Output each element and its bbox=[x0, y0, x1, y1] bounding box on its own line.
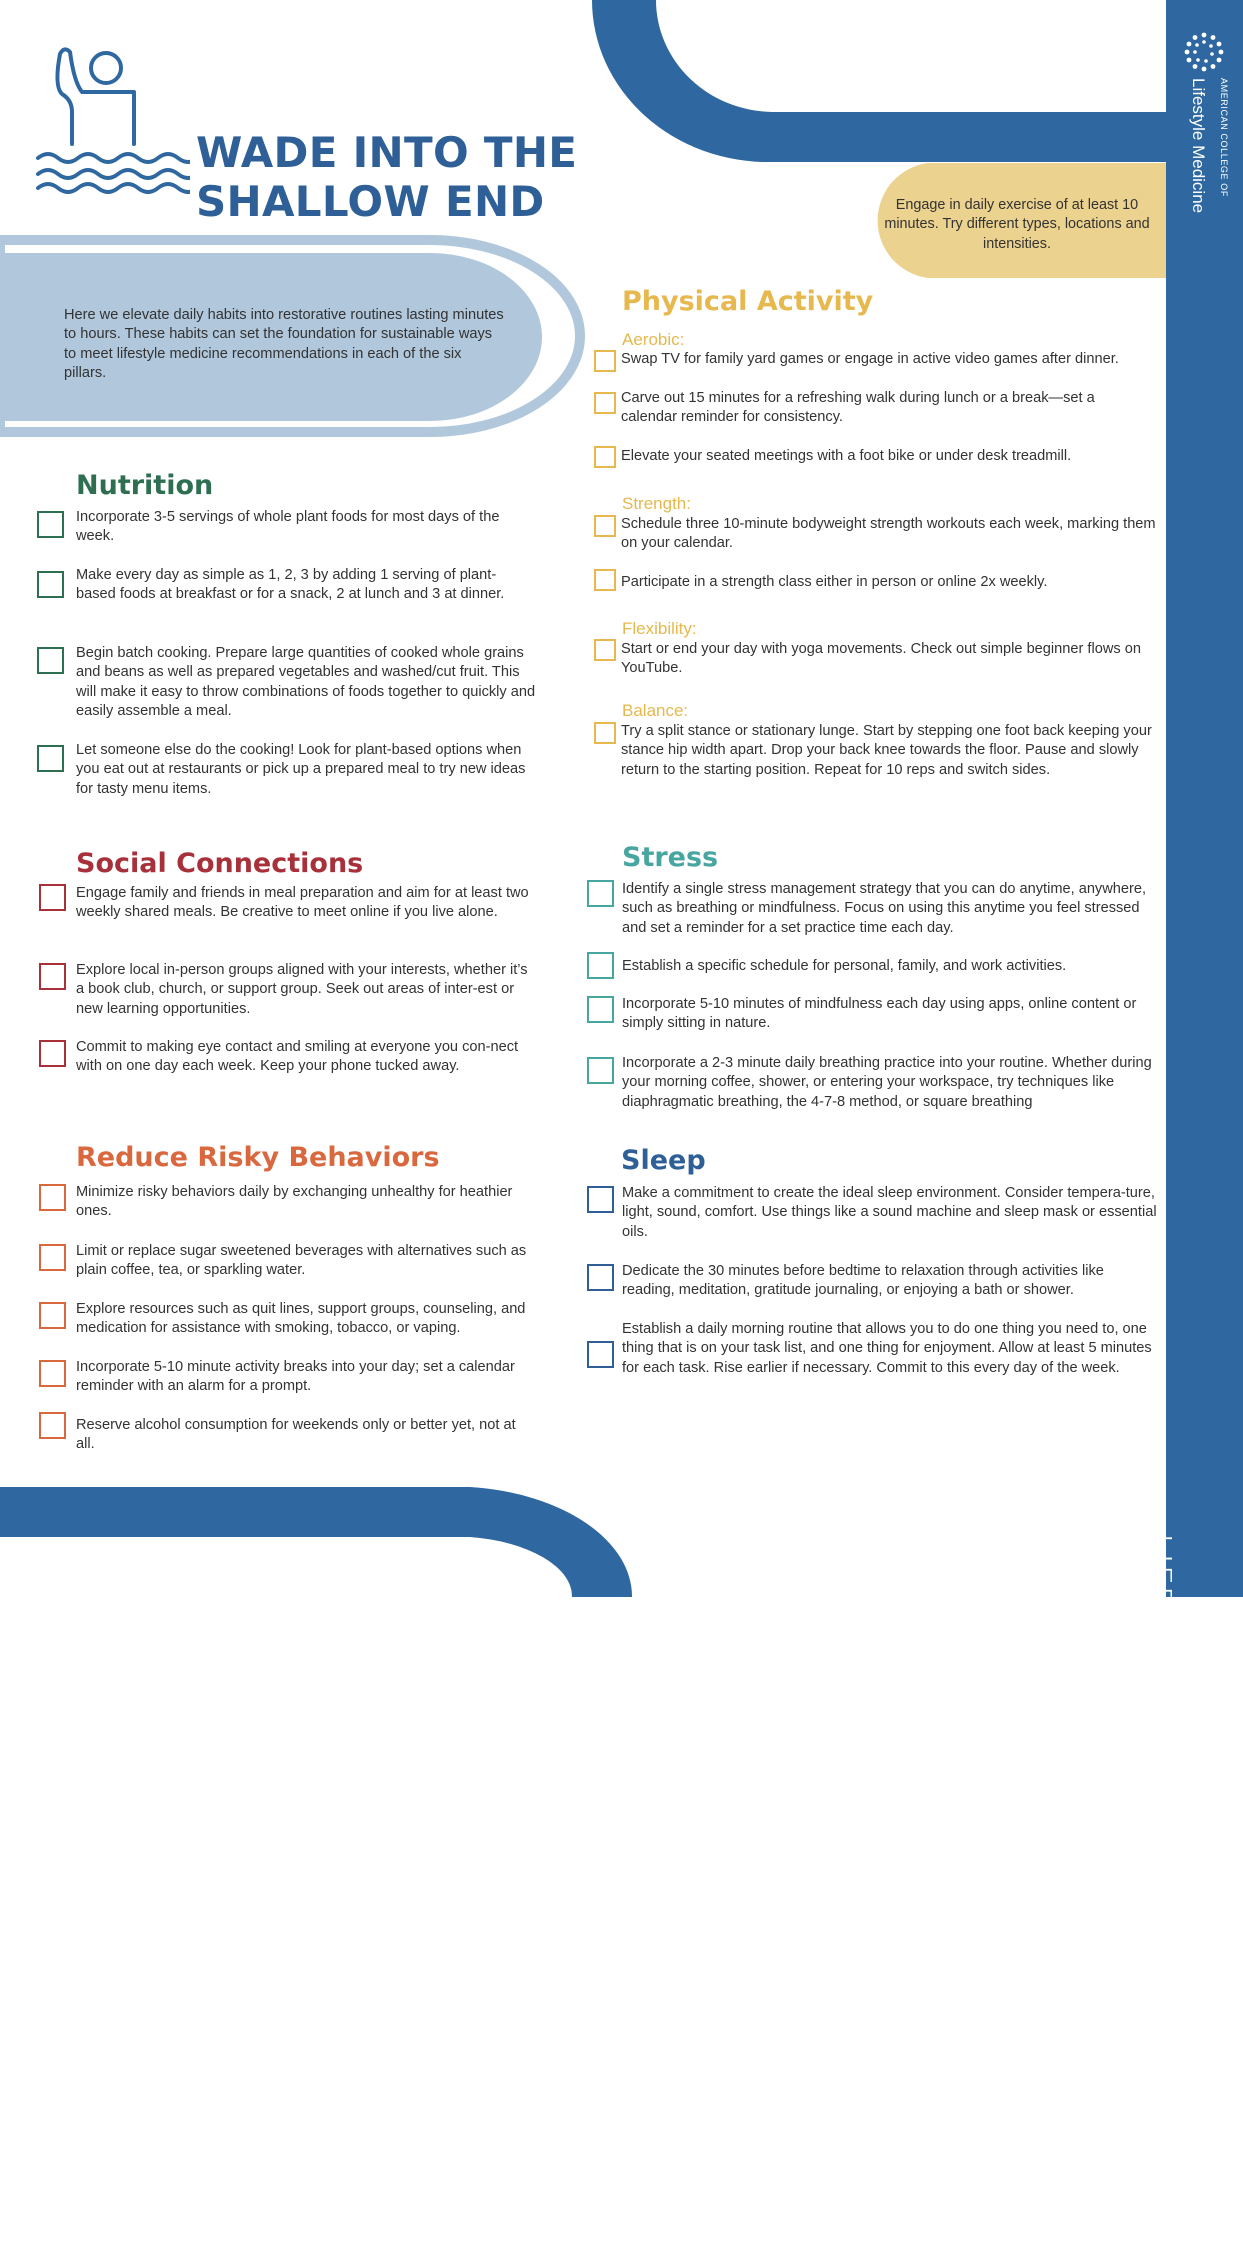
risky-item-4: Incorporate 5-10 minute activity breaks into your day; set a calendar reminder with an alarm for a prompt. bbox=[76, 1359, 515, 1395]
social-checkbox-1[interactable] bbox=[39, 884, 66, 911]
risky-checkbox-4[interactable] bbox=[39, 1360, 66, 1387]
risky-item-3: Explore resources such as quit lines, support groups, counseling, and medication for assistance with smoking, tobacco, or vaping. bbox=[76, 1301, 526, 1337]
title-line-1: WADE INTO THE bbox=[196, 128, 578, 178]
stress-item-3: Incorporate 5-10 minutes of mindfulness each day using apps, online content or simply sitting in nature. bbox=[622, 996, 1137, 1032]
social-item-2: Explore local in-person groups aligned with your interests, whether it’s a book club, church, or support group. Seek out areas of inter-est or new learning opportunities. bbox=[76, 962, 528, 1017]
risky-item-2: Limit or replace sugar sweetened beverages with alternatives such as plain coffee, tea, or sparkling water. bbox=[76, 1243, 527, 1279]
nutrition-checkbox-4[interactable] bbox=[37, 745, 64, 772]
risky-checkbox-2[interactable] bbox=[39, 1244, 66, 1271]
strength-checkbox-1[interactable] bbox=[594, 515, 616, 537]
sleep-checkbox-2[interactable] bbox=[587, 1264, 614, 1291]
aerobic-checkbox-3[interactable] bbox=[594, 446, 616, 468]
nutrition-heading: Nutrition bbox=[76, 470, 214, 501]
physical-heading: Physical Activity bbox=[622, 286, 874, 317]
brand-name: Lifestyle Medicine bbox=[1189, 78, 1208, 214]
nutrition-item-1: Incorporate 3-5 servings of whole plant foods for most days of the week. bbox=[76, 509, 500, 545]
risky-heading: Reduce Risky Behaviors bbox=[76, 1142, 440, 1173]
stress-item-1: Identify a single stress management strategy that you can do anytime, anywhere, such as breathing or mindfulness. Focus on using this anytime you feel stressed and set a reminder for a set practice time each day. bbox=[622, 881, 1147, 936]
risky-item-5: Reserve alcohol consumption for weekends only or better yet, not at all. bbox=[76, 1417, 516, 1453]
stress-checkbox-1[interactable] bbox=[587, 880, 614, 907]
flexibility-checkbox-1[interactable] bbox=[594, 639, 616, 661]
stress-item-2: Establish a specific schedule for personal, family, and work activities. bbox=[622, 958, 1067, 974]
sleep-checkbox-1[interactable] bbox=[587, 1186, 614, 1213]
aerobic-checkbox-1[interactable] bbox=[594, 350, 616, 372]
side-title: LIFESTYL E MEDICINE FOR CANCER bbox=[1137, 1533, 1178, 2173]
aerobic-item-1: Swap TV for family yard games or engage in active video games after dinner. bbox=[621, 351, 1119, 367]
balance-item-1: Try a split stance or stationary lunge. Start by stepping one foot back keeping your stance hip width apart. Drop your back knee towards the floor. Pause and slowly return to the starting position. Repeat for 10 reps and switch sides. bbox=[621, 723, 1152, 778]
balance-label: Balance: bbox=[622, 701, 689, 720]
title-line-2: SHALLOW END bbox=[196, 177, 545, 227]
aerobic-label: Aerobic: bbox=[622, 330, 685, 349]
dotted-circle-logo-icon bbox=[1184, 32, 1224, 72]
sleep-checkbox-3[interactable] bbox=[587, 1341, 614, 1368]
stress-checkbox-2[interactable] bbox=[587, 952, 614, 979]
social-heading: Social Connections bbox=[76, 848, 364, 879]
nutrition-checkbox-2[interactable] bbox=[37, 571, 64, 598]
aerobic-checkbox-2[interactable] bbox=[594, 392, 616, 414]
exercise-callout: Engage in daily exercise of at least 10 minutes. Try different types, locations and intensities. bbox=[884, 197, 1150, 252]
swimmer-waving-icon bbox=[34, 42, 190, 194]
strength-item-2: Participate in a strength class either in person or online 2x weekly. bbox=[621, 574, 1048, 590]
intro-text: Here we elevate daily habits into restorative routines lasting minutes to hours. These habits can set the foundation for sustainable ways to meet lifestyle medicine recommendations in each of the six pillars. bbox=[64, 307, 504, 382]
balance-checkbox-1[interactable] bbox=[594, 722, 616, 744]
social-item-3: Commit to making eye contact and smiling at everyone you con-nect with on one day each week. Keep your phone tucked away. bbox=[76, 1039, 519, 1075]
brand-organization: AMERICAN COLLEGE OF bbox=[1219, 78, 1229, 197]
sleep-item-2: Dedicate the 30 minutes before bedtime to relaxation through activities like reading, meditation, gratitude journaling, or enjoying a bath or shower. bbox=[622, 1263, 1104, 1299]
strength-item-1: Schedule three 10-minute bodyweight strength workouts each week, marking them on your calendar. bbox=[621, 516, 1156, 552]
strength-label: Strength: bbox=[622, 494, 691, 513]
risky-checkbox-5[interactable] bbox=[39, 1412, 66, 1439]
stress-checkbox-4[interactable] bbox=[587, 1057, 614, 1084]
aerobic-item-3: Elevate your seated meetings with a foot bike or under desk treadmill. bbox=[621, 448, 1072, 464]
risky-checkbox-1[interactable] bbox=[39, 1184, 66, 1211]
risky-item-1: Minimize risky behaviors daily by exchanging unhealthy for heathier ones. bbox=[76, 1184, 513, 1220]
stress-item-4: Incorporate a 2-3 minute daily breathing practice into your routine. Whether during your morning coffee, shower, or entering your workspace, try techniques like diaphragmatic breathing, the 4-7-8 method, or square breathing bbox=[622, 1055, 1152, 1110]
nutrition-checkbox-3[interactable] bbox=[37, 647, 64, 674]
flexibility-item-1: Start or end your day with yoga movements. Check out simple beginner flows on YouTube. bbox=[621, 641, 1141, 677]
sleep-item-3: Establish a daily morning routine that allows you to do one thing you need to, one thing that is on your task list, and one thing for enjoyment. Allow at least 5 minutes for each task. Rise earlier if necessary. Commit to this every day of the week. bbox=[622, 1321, 1152, 1376]
strength-checkbox-2[interactable] bbox=[594, 569, 616, 591]
stress-checkbox-3[interactable] bbox=[587, 996, 614, 1023]
risky-checkbox-3[interactable] bbox=[39, 1302, 66, 1329]
nutrition-checkbox-1[interactable] bbox=[37, 511, 64, 538]
flexibility-label: Flexibility: bbox=[622, 619, 697, 638]
nutrition-item-2: Make every day as simple as 1, 2, 3 by adding 1 serving of plant-based foods at breakfast or for a snack, 2 at lunch and 3 at dinner. bbox=[76, 567, 505, 603]
sleep-item-1: Make a commitment to create the ideal sleep environment. Consider tempera-ture, light, sound, comfort. Use things like a sound machine and sleep mask or essential oils. bbox=[622, 1185, 1157, 1240]
page-title bbox=[196, 128, 577, 226]
social-checkbox-2[interactable] bbox=[39, 963, 66, 990]
social-item-1: Engage family and friends in meal preparation and aim for at least two weekly shared meals. Be creative to meet online if you live alone. bbox=[76, 885, 529, 921]
sleep-heading: Sleep bbox=[621, 1145, 706, 1176]
aerobic-item-2: Carve out 15 minutes for a refreshing walk during lunch or a break—set a calendar reminder for consistency. bbox=[621, 390, 1095, 426]
stress-heading: Stress bbox=[622, 842, 719, 873]
nutrition-item-4: Let someone else do the cooking! Look for plant-based options when you eat out at restaurants or pick up a prepared meal to try new ideas for tasty menu items. bbox=[76, 742, 526, 797]
social-checkbox-3[interactable] bbox=[39, 1040, 66, 1067]
nutrition-item-3: Begin batch cooking. Prepare large quantities of cooked whole grains and beans as well as prepared vegetables and washed/cut fruit. This will make it easy to throw combinations of foods together to quickly and easily assemble a meal. bbox=[76, 645, 536, 720]
